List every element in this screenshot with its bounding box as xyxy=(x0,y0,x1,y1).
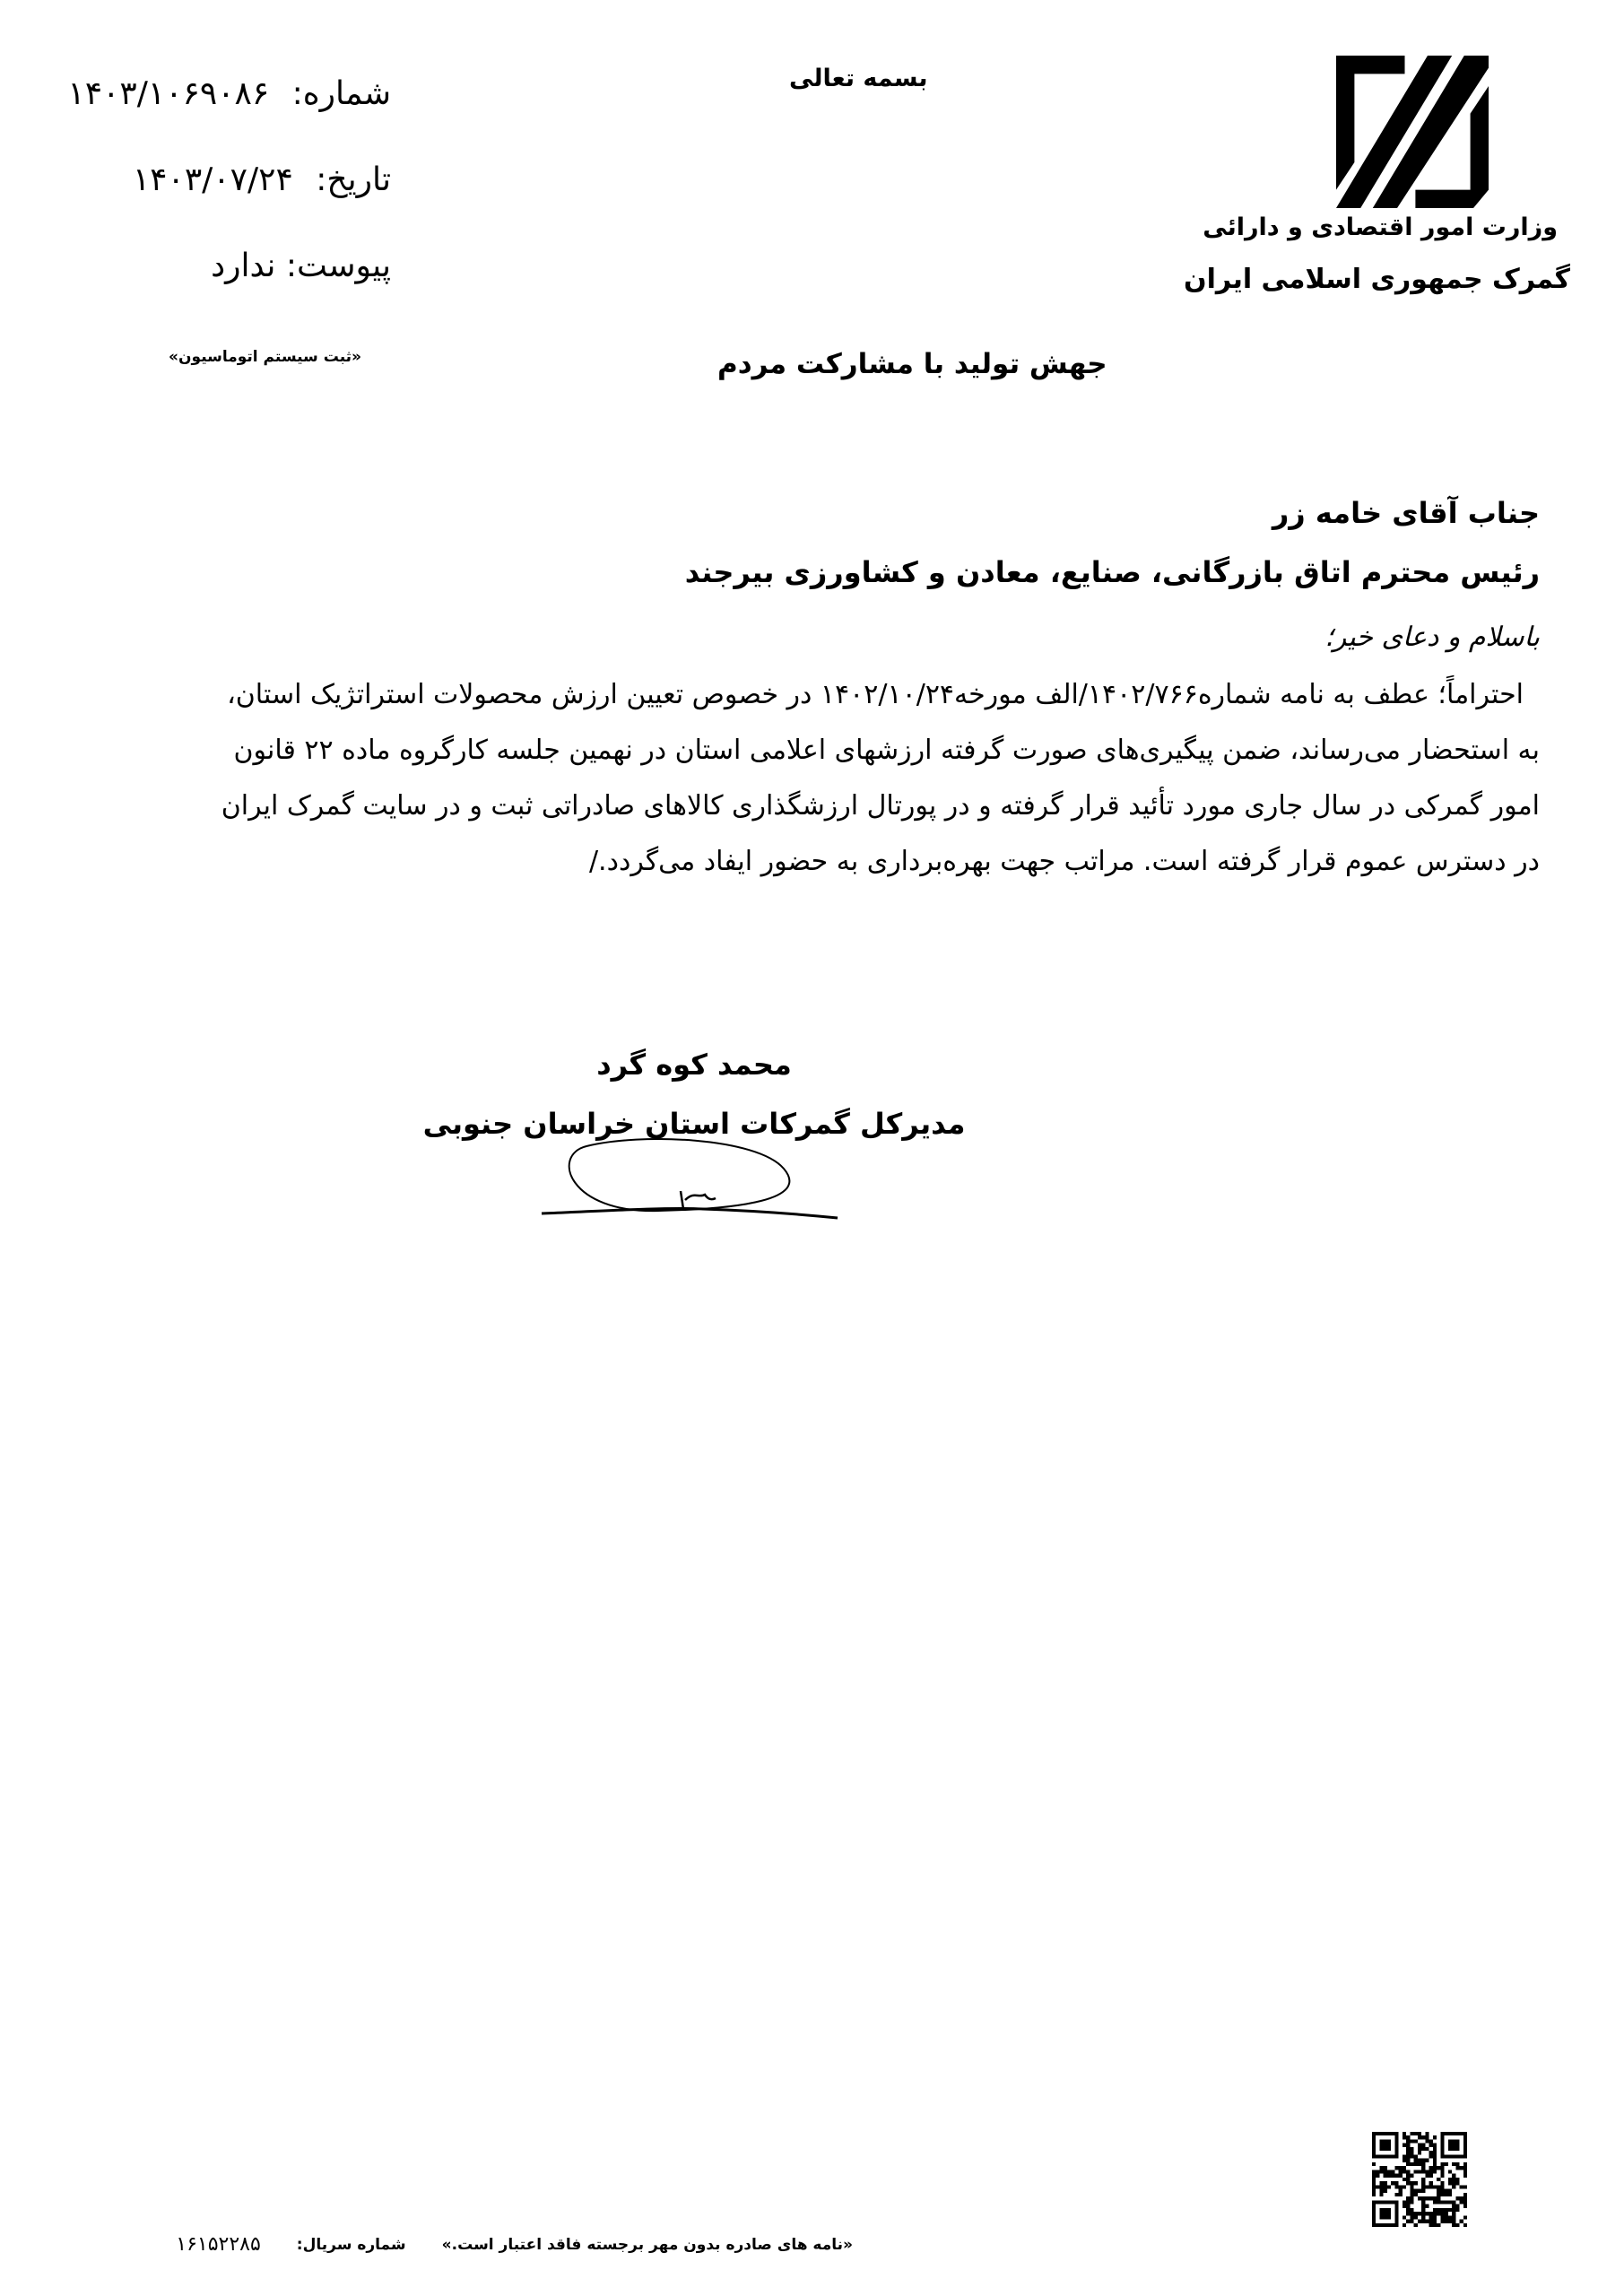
body-line: در دسترس عموم قرار گرفته است. مراتب جهت بهره‌برداری به حضور ایفاد می‌گردد./ xyxy=(588,846,1540,877)
footer xyxy=(176,2233,853,2256)
number-label: شماره: xyxy=(291,75,391,112)
registration-note: «ثبت سیستم اتوماسیون» xyxy=(169,348,361,366)
body-line: به استحضار می‌رساند، ضمن پیگیری‌های صورت گرفته ارزشهای اعلامی استان در نهمین جلسه کارگروه ماده ۲۲ قانون xyxy=(233,735,1540,766)
greeting-handwritten: باسلام و دعای خیر؛ xyxy=(1324,622,1540,653)
attachment-value: ندارد xyxy=(211,248,276,284)
body-line: امور گمرکی در سال جاری مورد تأئید قرار گرفته و در پورتال ارزشگذاری کالاهای صادراتی ثبت و در سایت گمرک ایران xyxy=(221,790,1540,822)
qr-code-icon xyxy=(1372,2129,1467,2230)
serial-label: شماره سریال: xyxy=(296,2235,406,2254)
recipient-name: جناب آقای خامه زر xyxy=(1272,496,1540,530)
letter-date xyxy=(133,161,391,198)
customs-name: گمرک جمهوری اسلامی ایران xyxy=(1184,264,1570,295)
slogan: جهش تولید با مشارکت مردم xyxy=(717,348,1107,380)
letter-body xyxy=(108,667,1540,890)
signer-name: محمد کوه گرد xyxy=(596,1048,792,1082)
date-label: تاریخ: xyxy=(316,161,391,198)
letter-main xyxy=(108,491,1540,1227)
attachment-label: پیوست: xyxy=(285,248,391,284)
ministry-name: وزارت امور اقتصادی و دارائی xyxy=(1203,213,1558,241)
letter-attachment xyxy=(211,248,391,284)
recipient-title: رئیس محترم اتاق بازرگانی، صنایع، معادن و کشاورزی بیرجند xyxy=(684,555,1540,589)
number-value: ۱۴۰۳/۱۰۶۹۰۸۶ xyxy=(67,75,270,112)
date-value: ۱۴۰۳/۰۷/۲۴ xyxy=(132,161,293,198)
serial-number: ۱۶۱۵۲۲۸۵ xyxy=(176,2233,261,2256)
letter-number xyxy=(67,75,391,112)
invocation: بسمه تعالی xyxy=(789,65,928,92)
validity-note: «نامه های صادره بدون مهر برجسته فاقد اعتبار است.» xyxy=(441,2235,853,2254)
body-line: احتراماً؛ عطف به نامه شماره۱۴۰۲/۷۶۶/الف مورخه۱۴۰۲/۱۰/۲۴ در خصوص تعیین ارزش محصولات استراتژیک استان، xyxy=(227,679,1524,710)
signer-title: مدیرکل گمرکات استان خراسان جنوبی xyxy=(422,1107,966,1141)
signature-block xyxy=(371,1042,1017,1227)
customs-logo-icon xyxy=(1336,56,1489,208)
